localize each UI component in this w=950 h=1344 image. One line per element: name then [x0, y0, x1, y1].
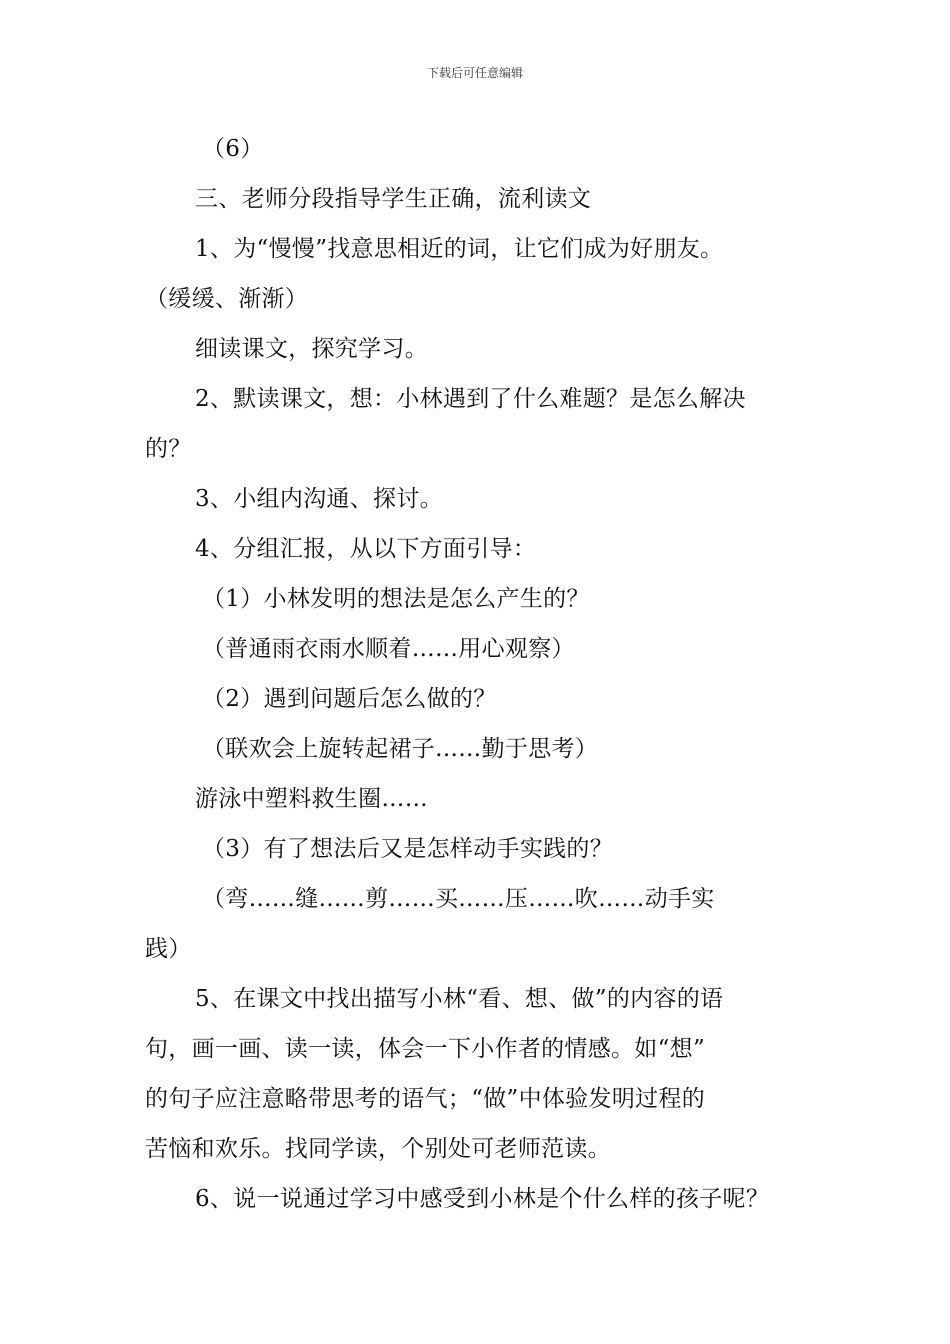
paragraph-line: 6、说一说通过学习中感受到小林是个什么样的孩子呢？ — [195, 1186, 770, 1212]
paragraph-line: 5、在课文中找出描写小林“看、想、做”的内容的语 — [195, 986, 724, 1012]
paragraph-line: 细读课文，探究学习。 — [195, 336, 428, 362]
paragraph-line: （1）小林发明的想法是怎么产生的？ — [202, 586, 590, 612]
paragraph-line: 4、分组汇报，从以下方面引导： — [195, 536, 537, 562]
paragraph-line: （普通雨衣雨水顺着……用心观察） — [202, 636, 575, 662]
paragraph-line: （缓缓、渐渐） — [145, 286, 309, 312]
paragraph-line: 的？ — [145, 436, 192, 462]
paragraph-line: （弯……缝……剪……买……压……吹……动手实 — [202, 886, 715, 912]
paragraph-line: （2）遇到问题后怎么做的？ — [202, 686, 497, 712]
document-body — [145, 124, 807, 1224]
paragraph-line: 苦恼和欢乐。找同学读，个别处可老师范读。 — [145, 1136, 611, 1162]
paragraph-line: （3）有了想法后又是怎样动手实践的？ — [202, 836, 614, 862]
paragraph-line: 3、小组内沟通、探讨。 — [195, 486, 443, 512]
paragraph-line: 的句子应注意略带思考的语气；“做”中体验发明过程的 — [145, 1086, 706, 1112]
paragraph-line: 1、为“慢慢”找意思相近的词，让它们成为好朋友。 — [195, 236, 724, 262]
page-header: 下载后可任意编辑 — [426, 66, 523, 80]
paragraph-line: 践） — [145, 936, 192, 962]
paragraph-line: 句，画一画、读一读，体会一下小作者的情感。如“想” — [145, 1036, 706, 1062]
paragraph-line: 游泳中塑料救生圈…… — [195, 786, 428, 812]
section-heading: 三、老师分段指导学生正确，流利读文 — [195, 186, 592, 212]
paragraph-line: （联欢会上旋转起裙子……勤于思考） — [202, 736, 599, 762]
paragraph-line: 2、默读课文，想：小林遇到了什么难题？是怎么解决 — [195, 386, 746, 412]
paragraph-line: （6） — [202, 136, 264, 162]
